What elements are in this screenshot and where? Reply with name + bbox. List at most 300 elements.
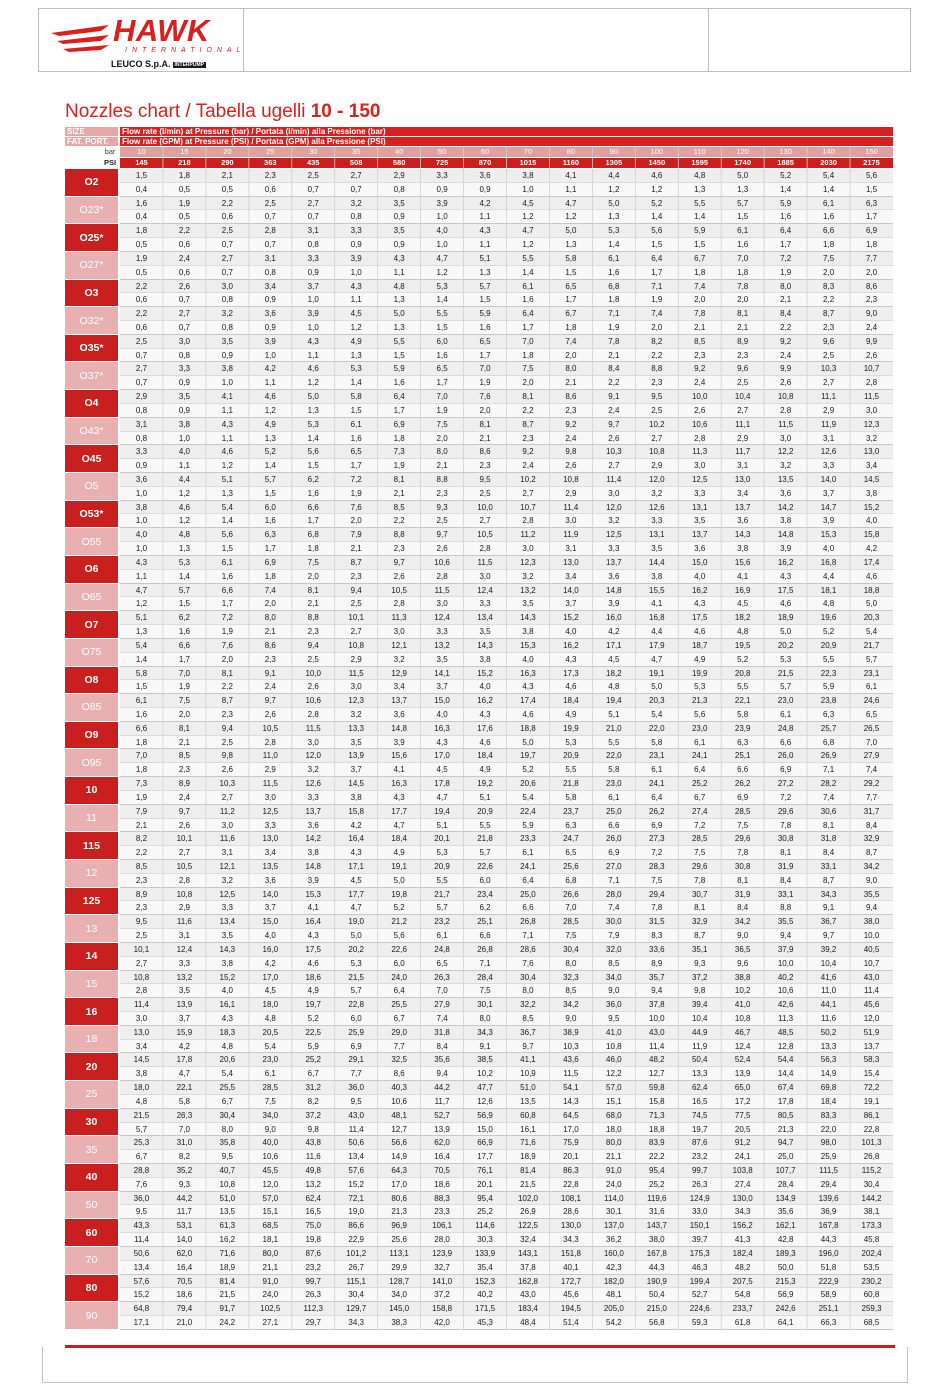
flow-value: 3,8: [135, 1069, 148, 1079]
flow-value: 17,4: [520, 696, 536, 706]
flow-value: 5,7: [479, 281, 491, 291]
flow-value: 9,4: [221, 723, 233, 733]
flow-gpm-row: [120, 625, 893, 639]
flow-gpm-row: [120, 514, 893, 528]
flow-value: 1,5: [436, 323, 448, 332]
flow-value: 20,9: [820, 640, 837, 650]
flow-value: 10,4: [734, 392, 751, 402]
flow-value: 0,5: [221, 184, 233, 194]
flow-value: 102,0: [517, 1193, 538, 1203]
flow-value: 12,1: [391, 640, 407, 650]
flow-value: 5,2: [307, 1014, 319, 1023]
flow-value: 14,5: [348, 779, 364, 789]
flow-value: 42,8: [777, 1235, 794, 1245]
flow-value: 4,3: [479, 709, 491, 719]
flow-value: 4,6: [264, 392, 276, 402]
nozzle-group: [65, 335, 893, 362]
flow-value: 137,0: [603, 1221, 624, 1231]
flow-value: 4,0: [565, 627, 577, 637]
flow-lpm-row: [120, 197, 893, 211]
flow-value: 77,5: [734, 1110, 751, 1120]
flow-value: 44,2: [434, 1083, 450, 1093]
flow-value: 43,0: [863, 972, 880, 982]
flow-value: 10,5: [477, 530, 493, 540]
flow-value: 22,8: [563, 1179, 579, 1189]
flow-value: 1,7: [307, 516, 319, 526]
flow-value: 64,1: [777, 1318, 794, 1328]
flow-value: 71,3: [649, 1110, 665, 1120]
flow-value: 5,2: [522, 765, 534, 775]
flow-gpm-row: [120, 293, 893, 307]
flow-value: 4,6: [522, 709, 534, 719]
nozzle-group: [65, 169, 893, 196]
flow-value: 2,3: [694, 350, 706, 360]
flow-value: 30,4: [563, 944, 579, 954]
flow-value: 14,4: [777, 1069, 794, 1079]
bar-value: 100: [650, 147, 664, 156]
flow-value: 10,8: [176, 889, 193, 899]
flow-value: 12,3: [348, 696, 364, 706]
flow-value: 9,9: [780, 364, 792, 374]
nozzle-group: [65, 1192, 893, 1219]
flow-value: 13,0: [563, 557, 579, 567]
flow-value: 12,0: [649, 475, 665, 485]
flow-value: 25,5: [391, 1000, 407, 1010]
flow-value: 27,0: [606, 862, 622, 871]
flow-value: 38,3: [391, 1318, 407, 1328]
flow-value: 9,1: [479, 1041, 491, 1051]
flow-value: 0,4: [135, 212, 148, 222]
flow-value: 12,7: [391, 1124, 407, 1134]
flow-value: 11,5: [305, 723, 321, 733]
flow-value: 17,1: [606, 640, 622, 650]
flow-value: 56,9: [477, 1110, 493, 1120]
flow-value: 1,6: [350, 433, 362, 443]
flow-value: 7,6: [350, 502, 362, 512]
flow-value: 5,1: [608, 709, 620, 719]
flow-lpm-row: [120, 611, 893, 625]
flow-value: 62,0: [176, 1248, 193, 1258]
flow-value: 0,7: [221, 267, 233, 277]
flow-value: 10,3: [606, 447, 622, 457]
flow-lpm-row: [120, 252, 893, 266]
flow-value: 75,9: [563, 1138, 579, 1148]
flow-value: 5,4: [221, 1069, 233, 1079]
flow-value: 7,5: [823, 253, 835, 263]
flow-value: 0,8: [393, 184, 405, 194]
flow-value: 7,7: [865, 253, 878, 263]
flow-value: 5,4: [522, 792, 534, 802]
flow-value: 4,3: [221, 1014, 233, 1023]
flow-value: 3,7: [436, 682, 448, 692]
flow-value: 48,5: [777, 1027, 794, 1037]
flow-value: 8,8: [393, 530, 405, 540]
flow-value: 19,1: [649, 668, 665, 678]
flow-value: 1,5: [651, 240, 663, 250]
flow-value: 22,5: [305, 1027, 322, 1037]
flow-value: 31,5: [649, 917, 665, 927]
flow-value: 1,3: [565, 240, 577, 250]
flow-value: 1,8: [135, 765, 148, 775]
flow-lpm-row: [120, 722, 893, 736]
flow-value: 47,7: [477, 1083, 493, 1093]
flow-value: 32,2: [520, 1000, 536, 1010]
flow-value: 8,6: [565, 392, 577, 402]
flow-value: 13,7: [734, 502, 751, 512]
nozzle-group: [65, 998, 893, 1025]
flow-lpm-row: [120, 1164, 893, 1178]
flow-value: 22,4: [520, 806, 536, 816]
flow-value: 51,9: [863, 1027, 880, 1037]
flow-value: 95,4: [649, 1166, 665, 1176]
flow-value: 2,0: [436, 433, 448, 443]
flow-value: 215,3: [775, 1276, 796, 1286]
flow-value: 0,5: [135, 267, 148, 277]
flow-value: 16,4: [176, 1262, 193, 1272]
brand-name: HAWK: [113, 13, 210, 48]
nozzle-group: [65, 362, 893, 389]
flow-value: 6,6: [823, 226, 835, 236]
flow-value: 14,8: [777, 530, 794, 540]
flow-value: 6,0: [393, 958, 405, 968]
flow-value: 3,1: [307, 226, 319, 236]
flow-value: 23,0: [606, 779, 622, 789]
flow-gpm-row: [120, 1205, 893, 1219]
flow-value: 8,5: [393, 502, 405, 512]
company-name-text: LEUCO S.p.A.: [111, 59, 171, 69]
flow-value: 25,5: [219, 1083, 236, 1093]
flow-value: 32,9: [691, 917, 708, 927]
flow-value: 37,8: [520, 1262, 536, 1272]
flow-value: 0,8: [307, 240, 319, 250]
flow-value: 182,0: [603, 1276, 624, 1286]
flow-value: 19,1: [391, 862, 407, 871]
flow-value: 30,1: [477, 1000, 493, 1010]
flow-value: 2,4: [780, 350, 792, 360]
flow-value: 44,3: [649, 1262, 665, 1272]
flow-value: 5,9: [307, 1041, 319, 1051]
flow-value: 23,7: [563, 806, 579, 816]
flow-value: 1,4: [651, 212, 663, 222]
flow-value: 1,4: [350, 378, 362, 388]
flow-value: 5,3: [694, 682, 706, 692]
flow-value: 41,0: [606, 1027, 622, 1037]
nozzle-size: O3: [65, 280, 118, 307]
nozzle-group: [65, 197, 893, 224]
flow-value: 0,5: [178, 212, 190, 222]
psi-value: 435: [306, 158, 320, 167]
nozzle-size: O23*: [65, 197, 118, 224]
flow-value: 2,6: [307, 682, 319, 692]
flow-value: 7,0: [135, 751, 148, 761]
flow-value: 4,2: [178, 1041, 190, 1051]
flow-value: 9,8: [694, 986, 706, 996]
flow-value: 3,4: [565, 571, 577, 581]
flow-value: 1,8: [135, 737, 148, 747]
flow-value: 3,3: [307, 792, 319, 802]
flow-value: 40,1: [563, 1262, 579, 1272]
flow-value: 19,7: [305, 1000, 322, 1010]
flow-value: 1,9: [350, 488, 362, 498]
flow-gpm-row: [120, 542, 893, 556]
flow-value: 3,8: [135, 502, 148, 512]
flow-value: 32,7: [434, 1262, 450, 1272]
flow-value: 6,4: [522, 875, 534, 885]
flow-value: 1,3: [393, 295, 405, 305]
flow-value: 4,7: [522, 226, 534, 236]
flow-value: 2,7: [178, 309, 190, 319]
flow-value: 9,5: [350, 1096, 362, 1106]
flow-value: 25,2: [649, 1179, 665, 1189]
flow-value: 7,8: [780, 820, 792, 830]
flow-value: 9,3: [694, 958, 706, 968]
flow-value: 13,4: [348, 1152, 364, 1162]
flow-value: 1,2: [565, 212, 577, 222]
flow-value: 1,5: [694, 240, 706, 250]
flow-value: 0,7: [350, 184, 362, 194]
flow-value: 19,8: [305, 1235, 322, 1245]
flow-value: 18,2: [734, 613, 751, 623]
nozzle-size: 115: [65, 832, 118, 859]
flow-lpm-row: [120, 390, 893, 404]
flow-value: 10,8: [563, 475, 579, 485]
flow-value: 10,3: [563, 1041, 579, 1051]
flow-value: 2,3: [393, 544, 405, 554]
flow-value: 74,5: [691, 1110, 708, 1120]
flow-value: 19,2: [477, 779, 493, 789]
flow-value: 1,7: [350, 461, 362, 471]
flow-value: 0,9: [178, 378, 190, 388]
flow-value: 0,7: [264, 212, 276, 222]
nozzle-size: 60: [65, 1219, 118, 1246]
flow-value: 8,9: [135, 889, 148, 899]
flow-value: 32,3: [563, 972, 579, 982]
flow-value: 25,3: [133, 1138, 150, 1148]
flow-value: 6,3: [823, 709, 835, 719]
flow-value: 8,1: [522, 392, 534, 402]
flow-value: 6,1: [522, 281, 534, 291]
flow-value: 4,6: [651, 171, 663, 180]
flow-value: 25,6: [391, 1235, 407, 1245]
flow-value: 0,9: [307, 267, 319, 277]
flow-value: 2,1: [780, 295, 792, 305]
flow-value: 45,5: [262, 1166, 279, 1176]
flow-value: 23,2: [691, 1152, 708, 1162]
flow-value: 1,3: [694, 184, 706, 194]
flow-value: 15,4: [863, 1069, 880, 1079]
flow-value: 36,0: [606, 1000, 622, 1010]
nozzle-group: [65, 501, 893, 528]
flow-value: 2,7: [350, 627, 362, 637]
flow-value: 40,5: [863, 944, 880, 954]
flow-value: 8,0: [780, 281, 792, 291]
nozzle-size: O65: [65, 584, 118, 611]
flow-value: 26,5: [863, 723, 880, 733]
flow-value: 5,8: [737, 709, 749, 719]
flow-value: 158,8: [432, 1304, 453, 1314]
flow-value: 1,2: [178, 488, 190, 498]
flow-gpm-row: [120, 957, 893, 971]
flow-lpm-row: [120, 1136, 893, 1150]
flow-value: 87,6: [691, 1138, 708, 1148]
flow-value: 5,2: [737, 654, 749, 664]
flow-value: 3,0: [565, 516, 577, 526]
flow-value: 2,8: [780, 405, 792, 415]
flow-value: 21,8: [477, 834, 493, 844]
flow-value: 14,3: [477, 640, 493, 650]
flow-value: 9,4: [651, 986, 663, 996]
flow-value: 6,6: [479, 931, 491, 941]
flow-value: 7,2: [350, 475, 362, 485]
flow-value: 10,9: [520, 1069, 536, 1079]
nozzle-size: 11: [65, 805, 118, 832]
nozzle-size: O9: [65, 722, 118, 749]
flow-value: 7,0: [178, 1124, 190, 1134]
flow-value: 233,7: [732, 1304, 753, 1314]
flow-value: 25,6: [563, 862, 579, 871]
flow-lpm-row: [120, 667, 893, 681]
flow-value: 26,3: [434, 972, 450, 982]
flow-value: 3,0: [307, 737, 319, 747]
nozzle-group: [65, 722, 893, 749]
flow-value: 43,3: [133, 1221, 150, 1231]
flow-value: 17,5: [777, 585, 794, 595]
flow-value: 21,5: [219, 1290, 236, 1300]
flow-value: 34,3: [348, 1318, 364, 1328]
flow-value: 25,2: [691, 779, 708, 789]
nozzle-group: [65, 860, 893, 887]
flow-value: 2,5: [264, 198, 276, 208]
flow-value: 25,1: [734, 751, 751, 761]
flow-value: 3,4: [737, 488, 749, 498]
flow-value: 144,2: [861, 1193, 882, 1203]
flow-value: 14,8: [391, 723, 407, 733]
flow-value: 3,2: [221, 309, 233, 319]
flow-value: 4,7: [565, 198, 577, 208]
flow-value: 17,0: [262, 972, 279, 982]
psi-value: 1305: [605, 158, 623, 167]
flow-value: 5,3: [350, 958, 362, 968]
flow-value: 24,1: [649, 779, 665, 789]
flow-value: 3,7: [350, 765, 362, 775]
flow-value: 2,6: [264, 709, 276, 719]
flow-value: 51,0: [219, 1193, 236, 1203]
nozzle-group: [65, 390, 893, 417]
flow-value: 6,6: [522, 903, 534, 913]
flow-value: 5,3: [608, 226, 620, 236]
flow-value: 86,1: [863, 1110, 880, 1120]
flow-value: 1,6: [479, 323, 491, 332]
flow-value: 26,8: [477, 944, 493, 954]
flow-value: 2,6: [780, 378, 792, 388]
flow-value: 7,4: [823, 792, 835, 802]
flow-value: 3,6: [737, 516, 749, 526]
flow-value: 1,6: [135, 709, 148, 719]
flow-value: 80,0: [262, 1248, 279, 1258]
flow-value: 3,7: [307, 281, 319, 291]
flow-value: 8,4: [436, 1041, 448, 1051]
flow-value: 4,1: [221, 392, 233, 402]
flow-lpm-row: [120, 1192, 893, 1206]
flow-value: 6,3: [565, 820, 577, 830]
bar-value: 35: [352, 147, 361, 156]
flow-value: 5,9: [694, 226, 706, 236]
flow-value: 1,6: [135, 198, 148, 208]
flow-value: 11,1: [821, 392, 837, 402]
flow-value: 2,4: [264, 682, 276, 692]
flow-value: 2,0: [307, 571, 319, 581]
flow-value: 8,5: [694, 336, 706, 346]
flow-value: 130,0: [732, 1193, 753, 1203]
flow-value: 124,9: [689, 1193, 710, 1203]
flow-value: 1,1: [479, 240, 491, 250]
flow-gpm-row: [120, 183, 893, 197]
flow-value: 1,0: [436, 212, 448, 222]
flow-value: 18,1: [262, 1235, 279, 1245]
flow-value: 107,7: [775, 1166, 796, 1176]
flow-value: 2,8: [178, 875, 190, 885]
flow-value: 15,1: [606, 1096, 622, 1106]
flow-value: 28,0: [606, 889, 622, 899]
flow-value: 0,9: [479, 184, 491, 194]
flow-value: 6,1: [608, 792, 620, 802]
flow-value: 1,5: [737, 212, 749, 222]
flow-value: 0,6: [178, 267, 190, 277]
flow-value: 1,9: [178, 682, 190, 692]
flow-value: 13,4: [477, 613, 493, 623]
flow-value: 0,4: [135, 184, 148, 194]
flow-value: 3,2: [865, 433, 878, 443]
flow-value: 2,1: [436, 461, 448, 471]
flow-value: 7,2: [694, 820, 706, 830]
flow-value: 5,0: [350, 931, 362, 941]
flow-value: 23,3: [434, 1207, 450, 1217]
flow-value: 21,7: [863, 640, 880, 650]
flow-value: 114,0: [604, 1193, 624, 1203]
flow-value: 38,9: [563, 1027, 579, 1037]
flow-value: 9,0: [737, 931, 749, 941]
flow-value: 2,5: [737, 378, 749, 388]
flow-value: 3,3: [479, 599, 491, 609]
flow-value: 6,8: [307, 530, 319, 540]
flow-value: 16,1: [520, 1124, 536, 1134]
flow-value: 106,1: [432, 1221, 453, 1231]
flow-value: 8,4: [780, 309, 792, 319]
flow-value: 2,5: [651, 405, 663, 415]
flow-value: 10,6: [391, 1096, 407, 1106]
flow-value: 9,7: [393, 557, 405, 567]
flow-value: 4,3: [479, 226, 491, 236]
flow-value: 1,4: [823, 184, 835, 194]
flow-value: 13,4: [133, 1262, 150, 1272]
flow-value: 21,5: [133, 1110, 150, 1120]
flow-value: 5,9: [823, 682, 835, 692]
flow-value: 18,9: [777, 613, 794, 623]
flow-gpm-row: [120, 1095, 893, 1109]
nozzle-size: O43*: [65, 418, 118, 445]
flow-value: 50,0: [777, 1262, 794, 1272]
flow-value: 5,8: [608, 765, 620, 775]
flow-value: 50,2: [820, 1027, 837, 1037]
flow-value: 2,8: [393, 599, 405, 609]
flow-value: 45,3: [477, 1318, 493, 1328]
flow-value: 13,7: [863, 1041, 880, 1051]
flow-lpm-row: [120, 749, 893, 763]
flow-value: 0,9: [393, 212, 405, 222]
flow-value: 4,3: [307, 931, 319, 941]
company-name: [111, 59, 206, 69]
flow-value: 10,6: [691, 419, 708, 429]
